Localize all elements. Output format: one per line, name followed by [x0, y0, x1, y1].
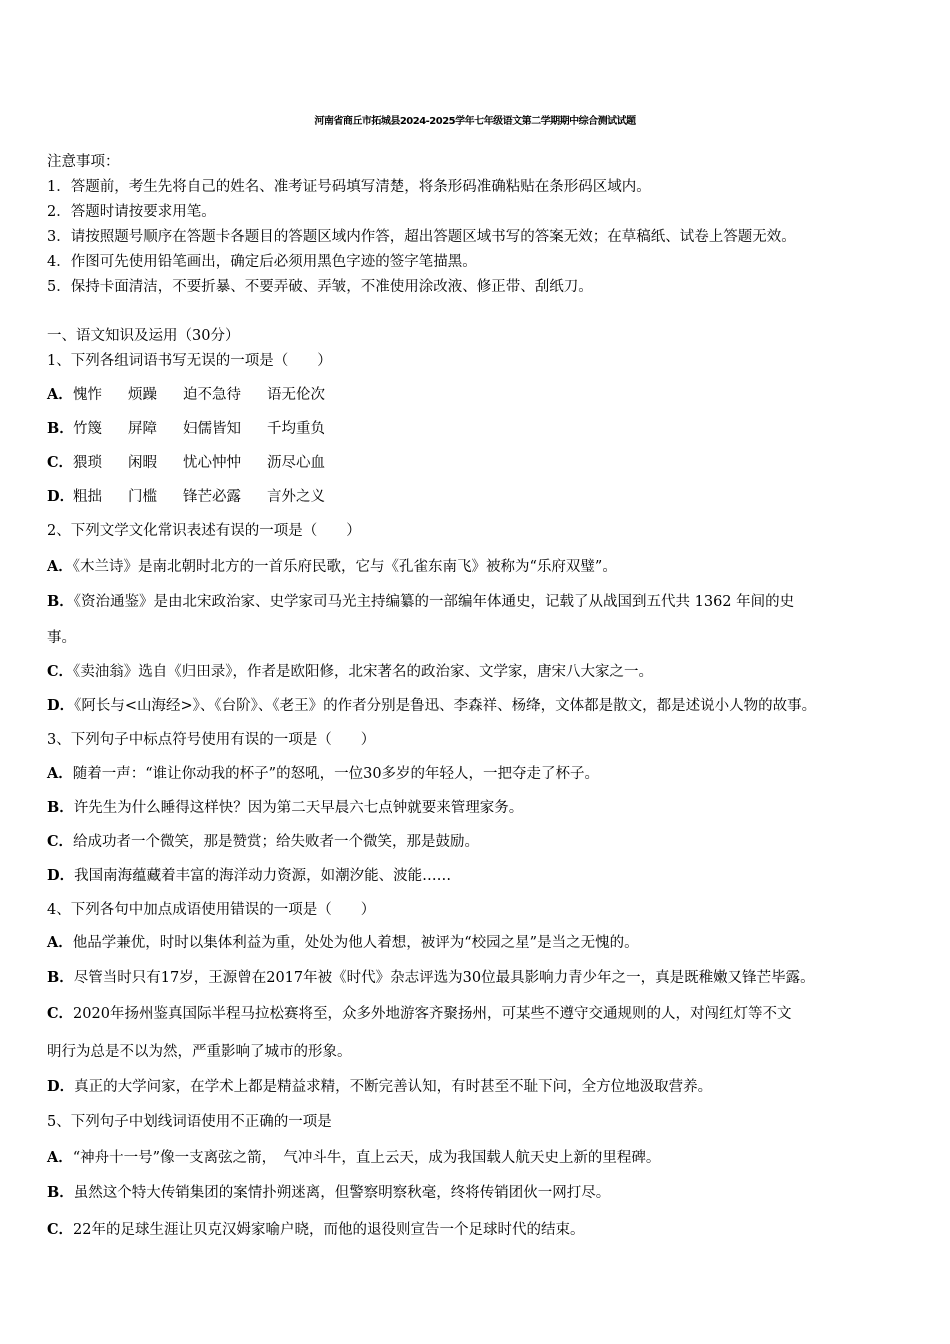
option-word: 千均重负	[267, 421, 325, 437]
option-label: B．	[47, 420, 74, 437]
question-2-option-b-cont: 事。	[47, 630, 76, 646]
option-text: 随着一声：“谁让你动我的杯子”的怒吼，一位30多岁的年轻人，一把夺走了杯子。	[72, 766, 600, 782]
question-1-option-c	[47, 453, 351, 473]
option-label: A．	[47, 1149, 73, 1166]
option-word: 锋芒必露	[183, 489, 241, 505]
question-2-option-d	[47, 696, 907, 716]
question-4-option-b	[47, 968, 907, 988]
option-label: A．	[47, 934, 73, 951]
option-text: 许先生为什么睡得这样快？因为第二天早晨六七点钟就要来管理家务。	[73, 800, 524, 816]
notice-heading: 注意事项：	[47, 154, 120, 170]
option-label: A．	[47, 765, 73, 782]
option-text: “神舟十一号”像一支离弦之箭， 气冲斗牛，直上云天，成为我国载人航天史上新的里程碑。	[72, 1150, 661, 1166]
question-4-option-c	[47, 1004, 907, 1024]
option-word: 粗拙	[73, 489, 102, 505]
option-label: C．	[47, 1005, 74, 1022]
question-2-option-b	[47, 592, 907, 612]
notice-item-1: 1．答题前，考生先将自己的姓名、准考证号码填写清楚，将条形码准确粘贴在条形码区域内。	[47, 179, 651, 195]
question-5-option-c	[47, 1220, 907, 1240]
option-text: 给成功者一个微笑，那是赞赏；给失败者一个微笑，那是鼓励。	[73, 834, 480, 850]
question-1-option-d	[47, 487, 351, 507]
question-4-option-a	[47, 933, 907, 953]
option-text: 真正的大学问家，在学术上都是精益求精，不断完善认知，有时甚至不耻下问，全方位地汲取营养。	[74, 1079, 713, 1095]
option-word: 屏障	[128, 421, 157, 437]
question-3-option-c	[47, 832, 907, 852]
option-label: D．	[47, 1078, 75, 1095]
option-text: 《木兰诗》是南北朝时北方的一首乐府民歌，它与《孔雀东南飞》被称为“乐府双璧”。	[72, 559, 617, 575]
notice-item-5: 5．保持卡面清洁，不要折暴、不要弄破、弄皱，不准使用涂改液、修正带、刮纸刀。	[47, 279, 593, 295]
option-label: B．	[47, 593, 74, 610]
notice-item-3: 3．请按照题号顺序在答题卡各题目的答题区域内作答，超出答题区域书写的答案无效；在草稿纸、试卷上答题无效。	[47, 229, 796, 245]
option-text: 2020年扬州鉴真国际半程马拉松赛将至，众多外地游客齐聚扬州，可某些不遵守交通规则的人，对闯红灯等不文	[73, 1006, 792, 1022]
question-4-option-d	[47, 1077, 907, 1097]
option-word: 闲暇	[128, 455, 157, 471]
question-3-option-a	[47, 764, 907, 784]
question-4-stem: 4、下列各句中加点成语使用错误的一项是（ ）	[47, 902, 376, 918]
option-text: 他品学兼优，时时以集体利益为重，处处为他人着想，被评为“校园之星”是当之无愧的。	[72, 935, 639, 951]
option-word: 忧心忡忡	[183, 455, 241, 471]
option-word: 言外之义	[267, 489, 325, 505]
option-text: 《卖油翁》选自《归田录》，作者是欧阳修，北宋著名的政治家、文学家，唐宋八大家之一。	[73, 664, 654, 680]
option-text: 虽然这个特大传销集团的案情扑朔迷离，但警察明察秋毫，终将传销团伙一网打尽。	[73, 1185, 611, 1201]
question-1-stem: 1、下列各组词语书写无误的一项是（ ）	[47, 353, 332, 369]
option-word: 妇儒皆知	[183, 421, 241, 437]
question-1-option-b	[47, 419, 351, 439]
question-5-stem: 5、下列句子中划线词语使用不正确的一项是	[47, 1114, 332, 1130]
question-5-option-a	[47, 1148, 907, 1168]
question-2-option-a	[47, 557, 907, 577]
question-3-stem: 3、下列句子中标点符号使用有误的一项是（ ）	[47, 732, 376, 748]
option-label: A．	[47, 386, 73, 403]
question-1-option-a	[47, 385, 351, 405]
option-label: B．	[47, 969, 74, 986]
option-word: 愧怍	[73, 387, 102, 403]
option-label: C．	[47, 1221, 74, 1238]
notice-item-2: 2．答题时请按要求用笔。	[47, 204, 216, 220]
option-text: 《阿长与<山海经>》、《台阶》、《老王》的作者分别是鲁迅、李森祥、杨绛，文体都是散文，都是述说小人物的故事。	[74, 698, 817, 714]
page-title: 河南省商丘市拓城县2024-2025学年七年级语文第二学期期中综合测试试题	[314, 116, 636, 127]
option-label: D．	[47, 488, 75, 505]
option-word: 沥尽心血	[267, 455, 325, 471]
option-word: 语无伦次	[267, 387, 325, 403]
option-text: 我国南海蕴藏着丰富的海洋动力资源，如潮汐能、波能……	[74, 868, 452, 884]
option-label: A．	[47, 558, 73, 575]
option-label: B．	[47, 799, 74, 816]
question-2-stem: 2、下列文学文化常识表述有误的一项是（ ）	[47, 523, 361, 539]
option-text: 《资治通鉴》是由北宋政治家、史学家司马光主持编纂的一部编年体通史，记载了从战国到五代共 1362 年间的史	[73, 594, 795, 610]
question-3-option-d	[47, 866, 907, 886]
option-label: B．	[47, 1184, 74, 1201]
option-label: D．	[47, 697, 75, 714]
option-label: C．	[47, 833, 74, 850]
question-2-option-c	[47, 662, 907, 682]
question-5-option-b	[47, 1183, 907, 1203]
option-text: 22年的足球生涯让贝克汉姆家喻户晓，而他的退役则宣告一个足球时代的结束。	[73, 1222, 585, 1238]
option-word: 猥琐	[73, 455, 102, 471]
option-label: C．	[47, 663, 74, 680]
option-text: 尽管当时只有17岁，王源曾在2017年被《时代》杂志评选为30位最具影响力青少年之一，真是既稚嫩又锋芒毕露。	[73, 970, 815, 986]
question-4-option-c-cont: 明行为总是不以为然，严重影响了城市的形象。	[47, 1044, 352, 1060]
option-word: 烦躁	[128, 387, 157, 403]
option-word: 门槛	[128, 489, 157, 505]
option-label: C．	[47, 454, 74, 471]
option-word: 竹篾	[73, 421, 102, 437]
notice-item-4: 4．作图可先使用铅笔画出，确定后必须用黑色字迹的签字笔描黑。	[47, 254, 477, 270]
question-3-option-b	[47, 798, 907, 818]
option-word: 迫不急待	[183, 387, 241, 403]
section-heading: 一、语文知识及运用（30分）	[47, 328, 240, 344]
option-label: D．	[47, 867, 75, 884]
